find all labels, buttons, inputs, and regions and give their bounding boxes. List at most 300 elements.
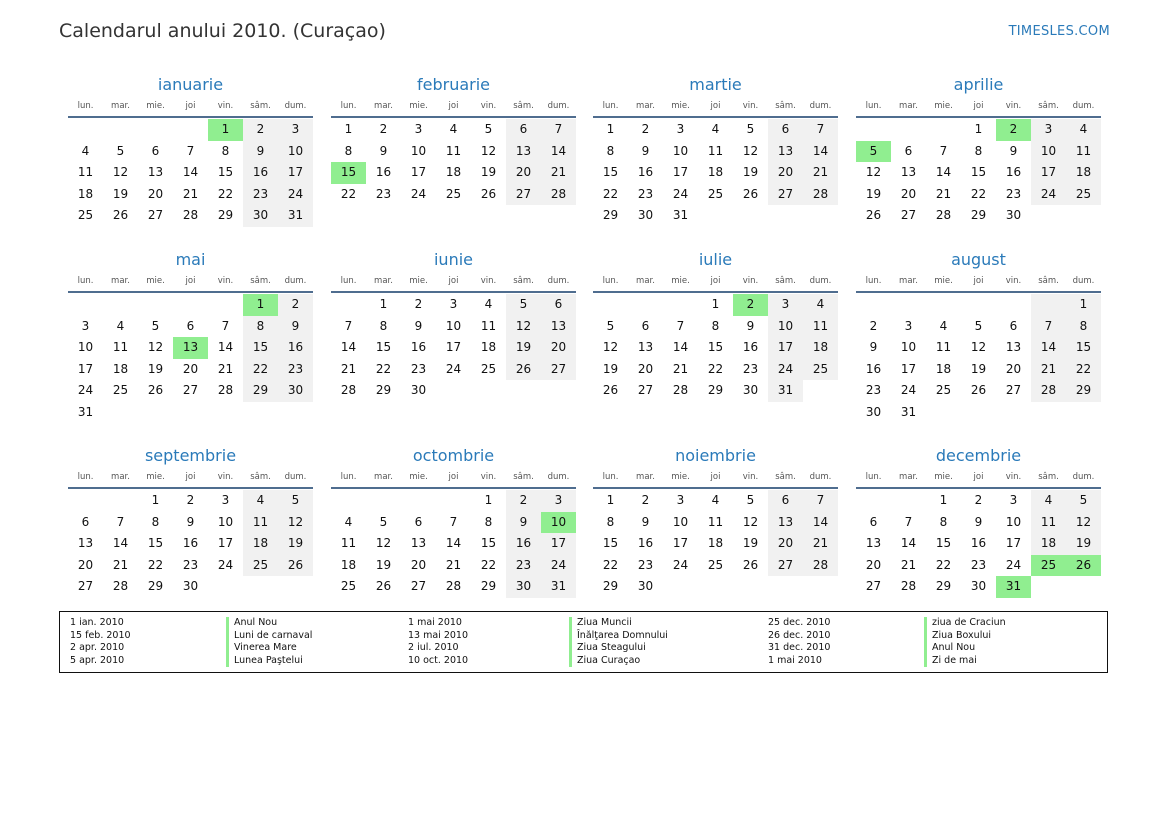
weekday-label: sâm.: [775, 472, 796, 482]
day-cell: 8: [344, 143, 353, 158]
day-cell: 14: [672, 340, 689, 355]
day-cell: 14: [340, 340, 357, 355]
day-cell: 30: [278, 380, 313, 402]
day-cell: 19: [480, 165, 497, 180]
day-cell: 12: [865, 165, 882, 180]
day-cell: 20: [1005, 361, 1022, 376]
legend-date: 2 iul. 2010: [408, 642, 459, 654]
empty-day-cell: [1031, 294, 1066, 316]
week-row: [331, 316, 576, 338]
day-cell: 26: [112, 208, 129, 223]
holiday-day-cell: 31: [996, 576, 1031, 598]
header-rule: [331, 116, 576, 118]
weekday-label: vin.: [1005, 276, 1022, 286]
weekday-label: dum.: [284, 101, 307, 111]
day-cell: 16: [243, 162, 278, 184]
day-cell: 11: [707, 514, 724, 529]
empty-day-cell: [1066, 205, 1101, 227]
day-cell: 17: [768, 337, 803, 359]
week-row: [856, 555, 1101, 577]
day-cell: 8: [151, 514, 160, 529]
legend-holiday-name: Lunea Paştelui: [226, 655, 312, 668]
day-cell: 27: [1005, 383, 1022, 398]
day-cell: 22: [243, 359, 278, 381]
day-cell: 18: [803, 337, 838, 359]
holiday-day-cell: 13: [173, 337, 208, 359]
day-cell: 26: [278, 555, 313, 577]
weekday-label: mar.: [636, 276, 655, 286]
weekday-label: lun.: [340, 472, 357, 482]
day-cell: 22: [602, 186, 619, 201]
day-cell: 22: [340, 186, 357, 201]
day-cell: 4: [711, 122, 720, 136]
day-cell: 19: [375, 557, 392, 572]
month-august: [856, 249, 1101, 424]
week-row: [856, 294, 1101, 316]
day-cell: 1: [151, 493, 160, 507]
day-cell: 17: [278, 162, 313, 184]
day-cell: 1: [1066, 294, 1101, 316]
day-cell: 10: [1031, 141, 1066, 163]
day-cell: 29: [602, 208, 619, 223]
day-cell: 11: [480, 318, 497, 333]
empty-day-cell: [856, 294, 891, 316]
week-row: [593, 316, 838, 338]
day-cell: 2: [641, 493, 650, 507]
legend-holiday-name: Zi de mai: [924, 655, 1006, 668]
holiday-day-cell: 25: [1031, 555, 1066, 577]
day-cell: 3: [768, 294, 803, 316]
day-cell: 22: [935, 557, 952, 572]
day-cell: 19: [742, 165, 759, 180]
day-cell: 29: [375, 383, 392, 398]
week-row: [331, 576, 576, 598]
day-cell: 12: [112, 165, 129, 180]
day-cell: 30: [637, 579, 654, 594]
week-row: [68, 337, 313, 359]
day-cell: 29: [935, 579, 952, 594]
weekday-label: sâm.: [250, 101, 271, 111]
day-cell: 2: [506, 490, 541, 512]
holiday-day-cell: 1: [243, 294, 278, 316]
day-cell: 10: [445, 318, 462, 333]
day-cell: 16: [375, 165, 392, 180]
day-cell: 14: [1031, 337, 1066, 359]
header-rule: [331, 487, 576, 489]
day-cell: 3: [676, 493, 685, 507]
day-cell: 31: [900, 404, 917, 419]
day-cell: 13: [77, 536, 94, 551]
week-row: [593, 359, 838, 381]
week-row: [68, 184, 313, 206]
day-cell: 8: [484, 514, 493, 529]
day-cell: 6: [506, 119, 541, 141]
day-cell: 29: [1066, 380, 1101, 402]
day-cell: 5: [506, 294, 541, 316]
day-cell: 7: [449, 514, 458, 529]
day-cell: 5: [278, 490, 313, 512]
weekday-label: lun.: [340, 276, 357, 286]
day-cell: 6: [768, 490, 803, 512]
day-cell: 6: [414, 514, 423, 529]
holiday-legend: [59, 611, 1108, 673]
day-cell: 30: [182, 579, 199, 594]
day-cell: 16: [182, 536, 199, 551]
day-cell: 7: [344, 318, 353, 333]
day-cell: 23: [182, 557, 199, 572]
day-cell: 25: [707, 186, 724, 201]
week-row: [593, 141, 838, 163]
day-cell: 31: [768, 380, 803, 402]
weekday-label: sâm.: [513, 472, 534, 482]
week-row: [331, 380, 576, 402]
day-cell: 7: [676, 318, 685, 333]
week-row: [68, 162, 313, 184]
day-cell: 25: [707, 557, 724, 572]
day-cell: 22: [375, 361, 392, 376]
site-link[interactable]: TIMESLES.COM: [1008, 24, 1110, 39]
weekday-label: lun.: [865, 472, 882, 482]
week-row: [593, 162, 838, 184]
weekday-label: lun.: [602, 472, 619, 482]
day-cell: 22: [970, 186, 987, 201]
day-cell: 7: [803, 119, 838, 141]
day-cell: 22: [707, 361, 724, 376]
week-row: [593, 205, 838, 227]
header-rule: [856, 116, 1101, 118]
day-cell: 3: [449, 297, 458, 311]
day-cell: 2: [974, 493, 983, 507]
day-cell: 28: [900, 579, 917, 594]
day-cell: 26: [506, 359, 541, 381]
day-cell: 18: [935, 361, 952, 376]
header-rule: [68, 291, 313, 293]
day-cell: 5: [974, 318, 983, 333]
day-cell: 3: [414, 122, 423, 136]
empty-day-cell: [1066, 402, 1101, 424]
day-cell: 10: [1005, 514, 1022, 529]
weekday-label: dum.: [1072, 472, 1095, 482]
day-cell: 25: [480, 361, 497, 376]
empty-day-cell: [278, 576, 313, 598]
day-cell: 13: [768, 141, 803, 163]
day-cell: 21: [182, 186, 199, 201]
day-cell: 23: [410, 361, 427, 376]
month-name: aprilie: [953, 75, 1004, 94]
weekday-label: dum.: [809, 472, 832, 482]
empty-day-cell: [856, 119, 891, 141]
empty-day-cell: [436, 490, 471, 512]
weekday-label: dum.: [284, 472, 307, 482]
legend-holiday-name: Vinerea Mare: [226, 642, 312, 655]
legend-dates-3: [768, 617, 830, 667]
weekday-label: dum.: [284, 276, 307, 286]
legend-date: 2 apr. 2010: [70, 642, 125, 654]
day-cell: 7: [939, 143, 948, 158]
day-cell: 26: [480, 186, 497, 201]
weekday-header: [856, 271, 1101, 291]
day-cell: 14: [541, 141, 576, 163]
week-row: [856, 402, 1101, 424]
day-cell: 19: [278, 533, 313, 555]
day-cell: 9: [641, 143, 650, 158]
day-cell: 6: [186, 318, 195, 333]
day-cell: 25: [803, 359, 838, 381]
weekday-label: sâm.: [513, 101, 534, 111]
day-cell: 19: [970, 361, 987, 376]
empty-day-cell: [926, 402, 961, 424]
day-cell: 4: [484, 297, 493, 311]
day-cell: 30: [1005, 208, 1022, 223]
day-cell: 2: [641, 122, 650, 136]
day-cell: 31: [541, 576, 576, 598]
day-cell: 6: [904, 143, 913, 158]
day-cell: 9: [746, 318, 755, 333]
day-cell: 17: [77, 361, 94, 376]
day-cell: 11: [112, 340, 129, 355]
day-cell: 19: [602, 361, 619, 376]
weekday-label: sâm.: [1038, 276, 1059, 286]
legend-date: 1 ian. 2010: [70, 617, 124, 628]
legend-date: 25 dec. 2010: [768, 617, 831, 628]
day-cell: 15: [243, 337, 278, 359]
empty-day-cell: [173, 294, 208, 316]
day-cell: 25: [243, 555, 278, 577]
day-cell: 6: [869, 514, 878, 529]
day-cell: 9: [278, 316, 313, 338]
week-row: [331, 184, 576, 206]
weekday-label: joi: [448, 101, 459, 111]
day-cell: 27: [77, 579, 94, 594]
day-cell: 28: [672, 383, 689, 398]
day-cell: 19: [1066, 533, 1101, 555]
day-cell: 6: [1009, 318, 1018, 333]
day-cell: 14: [935, 165, 952, 180]
day-cell: 9: [869, 340, 878, 355]
week-row: [856, 119, 1101, 141]
weekday-label: mie.: [409, 101, 428, 111]
weekday-label: sâm.: [513, 276, 534, 286]
month-name: iunie: [433, 250, 473, 269]
weekday-label: lun.: [865, 276, 882, 286]
day-cell: 28: [803, 184, 838, 206]
legend-date: 15 feb. 2010: [70, 629, 131, 641]
day-cell: 15: [602, 536, 619, 551]
weekday-label: vin.: [1005, 101, 1022, 111]
week-row: [68, 119, 313, 141]
weekday-label: joi: [185, 472, 196, 482]
day-cell: 21: [217, 361, 234, 376]
weekday-label: lun.: [602, 276, 619, 286]
empty-day-cell: [628, 294, 663, 316]
day-cell: 4: [243, 490, 278, 512]
day-cell: 6: [641, 318, 650, 333]
week-row: [68, 533, 313, 555]
day-cell: 5: [379, 514, 388, 529]
day-cell: 13: [768, 512, 803, 534]
month-iulie: [593, 249, 838, 402]
empty-day-cell: [138, 119, 173, 141]
holiday-day-cell: 1: [208, 119, 243, 141]
day-cell: 6: [541, 294, 576, 316]
empty-day-cell: [768, 576, 803, 598]
weekday-label: sâm.: [1038, 472, 1059, 482]
day-cell: 21: [340, 361, 357, 376]
day-cell: 10: [672, 514, 689, 529]
day-cell: 4: [344, 514, 353, 529]
day-cell: 3: [81, 318, 90, 333]
day-cell: 21: [935, 186, 952, 201]
empty-day-cell: [768, 205, 803, 227]
empty-day-cell: [331, 490, 366, 512]
day-cell: 26: [742, 557, 759, 572]
month-name: iulie: [698, 250, 733, 269]
empty-day-cell: [1031, 576, 1066, 598]
day-cell: 25: [1066, 184, 1101, 206]
empty-day-cell: [733, 576, 768, 598]
day-cell: 11: [340, 536, 357, 551]
weekday-label: mar.: [374, 472, 393, 482]
month-name: decembrie: [935, 446, 1022, 465]
day-cell: 24: [77, 383, 94, 398]
day-cell: 11: [243, 512, 278, 534]
day-cell: 6: [768, 119, 803, 141]
empty-day-cell: [436, 380, 471, 402]
empty-day-cell: [243, 402, 278, 424]
week-row: [331, 119, 576, 141]
day-cell: 27: [768, 184, 803, 206]
week-row: [856, 380, 1101, 402]
day-cell: 23: [742, 361, 759, 376]
day-cell: 18: [243, 533, 278, 555]
weekday-label: joi: [710, 101, 721, 111]
day-cell: 16: [637, 536, 654, 551]
month-name: octombrie: [412, 446, 495, 465]
day-cell: 31: [77, 404, 94, 419]
day-cell: 28: [182, 208, 199, 223]
day-cell: 11: [803, 316, 838, 338]
day-cell: 14: [112, 536, 129, 551]
day-cell: 10: [77, 340, 94, 355]
day-cell: 7: [1031, 316, 1066, 338]
day-cell: 11: [1031, 512, 1066, 534]
day-cell: 24: [672, 186, 689, 201]
day-cell: 18: [340, 557, 357, 572]
legend-date: 1 mai 2010: [408, 617, 462, 628]
legend-holiday-name: Ziua Steagului: [569, 642, 668, 655]
month-septembrie: [68, 445, 313, 598]
week-row: [68, 205, 313, 227]
day-cell: 30: [865, 404, 882, 419]
day-cell: 7: [221, 318, 230, 333]
week-row: [593, 512, 838, 534]
legend-holiday-name: Ziua Muncii: [569, 617, 668, 630]
day-cell: 12: [742, 143, 759, 158]
day-cell: 8: [939, 514, 948, 529]
day-cell: 9: [506, 512, 541, 534]
day-cell: 26: [602, 383, 619, 398]
day-cell: 18: [707, 165, 724, 180]
day-cell: 18: [707, 536, 724, 551]
day-cell: 3: [221, 493, 230, 507]
week-row: [68, 141, 313, 163]
empty-day-cell: [698, 205, 733, 227]
empty-day-cell: [996, 402, 1031, 424]
day-cell: 6: [81, 514, 90, 529]
day-cell: 24: [278, 184, 313, 206]
day-cell: 24: [445, 361, 462, 376]
day-cell: 2: [243, 119, 278, 141]
month-februarie: [331, 74, 576, 205]
empty-day-cell: [208, 402, 243, 424]
day-cell: 17: [410, 165, 427, 180]
legend-date: 13 mai 2010: [408, 629, 469, 641]
weekday-label: vin.: [217, 276, 234, 286]
day-cell: 30: [742, 383, 759, 398]
day-cell: 15: [602, 165, 619, 180]
day-cell: 11: [77, 165, 94, 180]
week-row: [856, 490, 1101, 512]
day-cell: 9: [974, 514, 983, 529]
empty-day-cell: [891, 490, 926, 512]
day-cell: 25: [445, 186, 462, 201]
day-cell: 3: [904, 318, 913, 333]
day-cell: 10: [768, 316, 803, 338]
day-cell: 4: [711, 493, 720, 507]
day-cell: 8: [606, 143, 615, 158]
empty-day-cell: [103, 490, 138, 512]
day-cell: 30: [970, 579, 987, 594]
day-cell: 17: [445, 340, 462, 355]
day-cell: 11: [707, 143, 724, 158]
day-cell: 27: [865, 579, 882, 594]
day-cell: 14: [217, 340, 234, 355]
week-row: [68, 576, 313, 598]
day-cell: 5: [1066, 490, 1101, 512]
day-cell: 9: [186, 514, 195, 529]
week-row: [856, 359, 1101, 381]
day-cell: 1: [939, 493, 948, 507]
weekday-label: mar.: [899, 101, 918, 111]
legend-dates-2: [408, 617, 468, 667]
day-cell: 4: [803, 294, 838, 316]
week-row: [331, 490, 576, 512]
day-cell: 29: [243, 380, 278, 402]
day-cell: 2: [414, 297, 423, 311]
weekday-header: [593, 467, 838, 487]
empty-day-cell: [68, 490, 103, 512]
weekday-label: mie.: [146, 472, 165, 482]
month-aprilie: [856, 74, 1101, 227]
day-cell: 28: [445, 579, 462, 594]
week-row: [331, 512, 576, 534]
month-name: martie: [689, 75, 742, 94]
day-cell: 23: [970, 557, 987, 572]
header-rule: [856, 487, 1101, 489]
day-cell: 24: [672, 557, 689, 572]
legend-holiday-name: Anul Nou: [226, 617, 312, 630]
day-cell: 11: [445, 143, 462, 158]
day-cell: 15: [970, 165, 987, 180]
day-cell: 2: [278, 294, 313, 316]
day-cell: 10: [278, 141, 313, 163]
week-row: [856, 141, 1101, 163]
day-cell: 28: [340, 383, 357, 398]
day-cell: 29: [480, 579, 497, 594]
empty-day-cell: [663, 294, 698, 316]
day-cell: 4: [1031, 490, 1066, 512]
weekday-header: [68, 271, 313, 291]
